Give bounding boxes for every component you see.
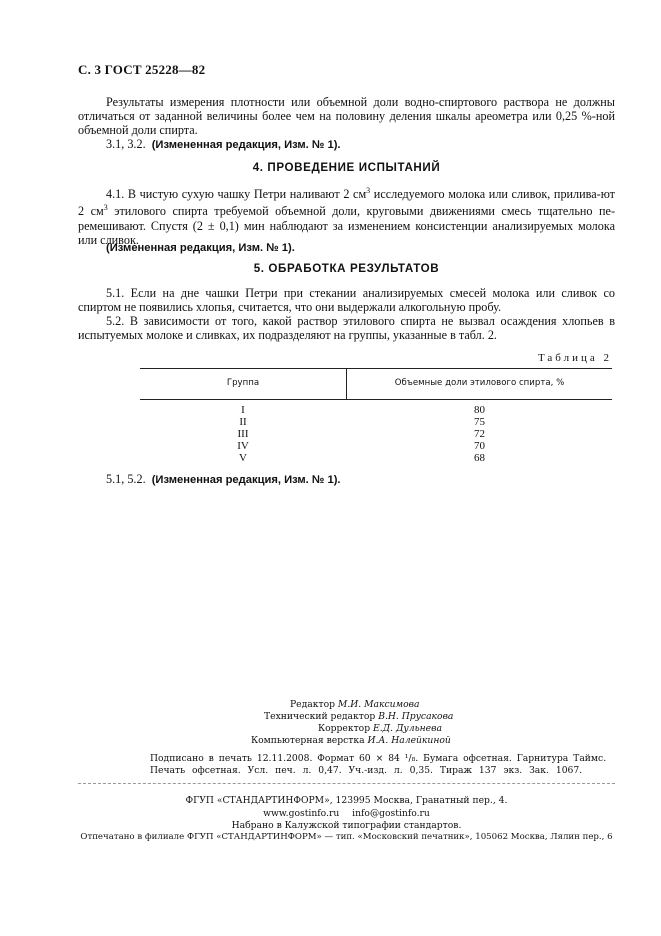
intro-ref-note: (Измененная редакция, Изм. № 1). [151,139,341,151]
intro-paragraph [78,95,615,138]
section-5-paragraph-2 [78,314,615,342]
corrector-label: Корректор [318,723,371,734]
table-cell-group: IV [237,440,249,452]
section-5-heading: 5. ОБРАБОТКА РЕЗУЛЬТАТОВ [253,262,440,275]
editor-label: Редактор [290,699,335,710]
closing-ref-note: (Измененная редакция, Изм. № 1). [151,474,341,486]
table-header-alcohol: Объемные доли этилового спирта, % [394,378,565,388]
imprint-web: www.gostinfo.ru info@gostinfo.ru [263,808,430,819]
intro-amendment [106,137,341,152]
table-row [140,452,612,464]
imprint-publisher: ФГУП «СТАНДАРТИНФОРМ», 123995 Москва, Гранатный пер., 4. [185,795,508,806]
table-row [140,404,612,416]
intro-text: Результаты измерения плотности или объемной доли водно-спиртового раствора не должны отличаться от заданной величины более чем на половину деления шкалы ареометра или 0,25 %-ной объемной доли спирта. [78,95,615,138]
section-4-heading: 4. ПРОВЕДЕНИЕ ИСПЫТАНИЙ [252,161,441,174]
closing-ref-points: 5.1, 5.2. [106,472,146,486]
s4-text-c: этилового спирта требуемой объемной доли, круговыми движениями смесь тщательно пе-ремешивают. Спустя (2 ± 0,1) мин наблюдают за изменением консистенции анализируемых молока или сливок. [78,204,615,247]
s4-ref-note: (Измененная редакция, Изм. № 1). [106,242,295,254]
editor-name: М.И. Максимова [337,699,420,710]
table-row [140,440,612,452]
tech-editor-name: В.Н. Прусакова [378,711,454,722]
section-4-amendment [106,240,295,255]
table-cell-group: I [241,404,245,416]
s5-p1-text: 5.1. Если на дне чашки Петри при стекании анализируемых смесей молока или сливок со спиртом не появились хлопья, считается, что они выдержали алкогольную пробу. [78,286,615,315]
imprint-corrector [318,723,442,734]
imprint-typeset: Набрано в Калужской типографии стандартов. [231,820,462,831]
corrector-name: Е.Д. Дульнева [373,723,442,734]
table-cell-group: III [237,428,249,440]
s4-text-b: исследуемого молока или сливок, прилива-ют 2 см [78,187,615,219]
section-5-paragraph-1 [78,286,615,314]
imprint-printed: Отпечатано в филиале ФГУП «СТАНДАРТИНФОРМ» — тип. «Московский печатник», 105062 Москва, Лялин пер., 6 [80,832,613,842]
table-row [140,428,612,440]
page-header: С. 3 ГОСТ 25228—82 [78,62,206,77]
imprint-signed: Подписано в печать 12.11.2008. Формат 60 × 84 ¹/₈. Бумага офсетная. Гарнитура Таймс. [150,753,607,764]
tech-editor-label: Технический редактор [264,711,376,722]
imprint-divider [78,783,615,784]
table-cell-value: 72 [474,428,485,440]
imprint-editor [290,699,420,710]
s5-p2-text: 5.2. В зависимости от того, какой раствор этилового спирта не вызвал осаждения хлопьев в испытуемых молоке и сливках, их подразделяют на группы, указанные в табл. 2. [78,314,615,343]
table-caption: Таблица 2 [537,352,612,364]
table-top-rule [140,368,612,369]
layout-name: И.А. Налейкиной [367,735,451,746]
table-header-group: Группа [226,378,260,388]
table-header-rule [140,399,612,400]
imprint-print: Печать офсетная. Усл. печ. л. 0,47. Уч.-изд. л. 0,35. Тираж 137 экз. Зак. 1067. [150,765,583,776]
table-cell-value: 80 [474,404,485,416]
intro-ref-points: 3.1, 3.2. [106,137,146,151]
table-cell-value: 75 [474,416,485,428]
layout-label: Компьютерная верстка [251,735,365,746]
table-cell-value: 68 [474,452,485,464]
s4-sup-1: 3 [366,186,371,195]
table-cell-group: V [239,452,247,464]
s4-text-a: 4.1. В чистую сухую чашку Петри наливают 2 см [106,187,367,202]
section-4-paragraph [78,184,615,247]
imprint-tech-editor [264,711,453,722]
s4-sup-2: 3 [103,203,108,213]
table-cell-value: 70 [474,440,485,452]
table-row [140,416,612,428]
imprint-layout [251,735,451,746]
closing-amendment [106,472,341,487]
table-cell-group: II [239,416,247,428]
